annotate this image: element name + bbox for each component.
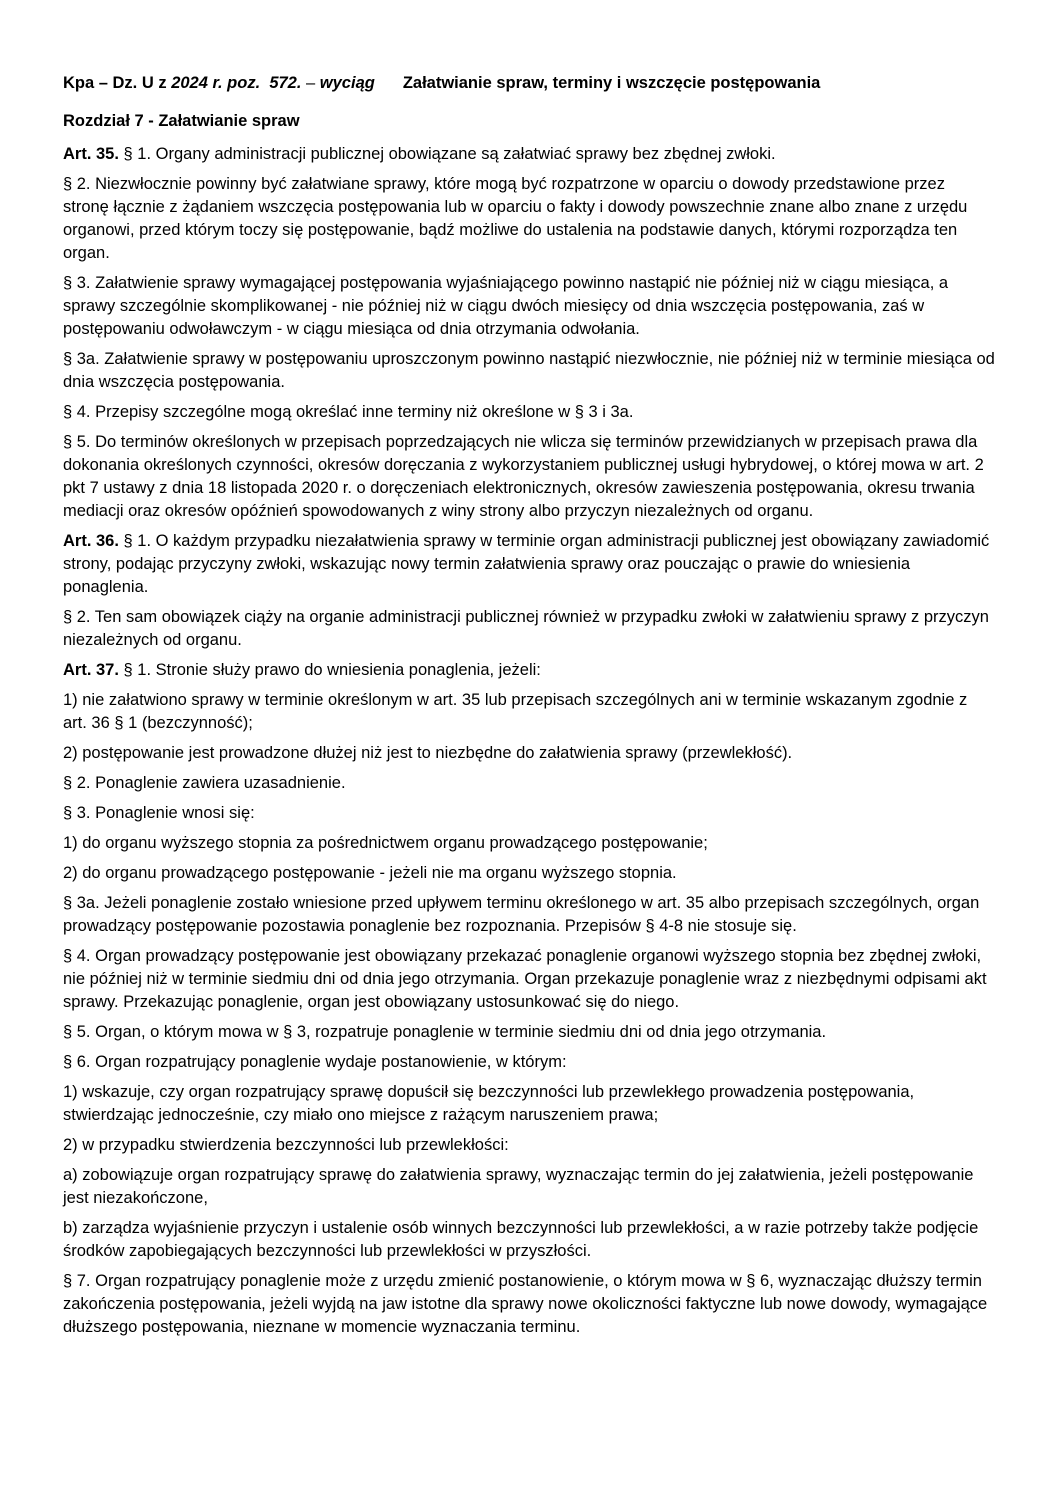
paragraph: § 3. Ponaglenie wnosi się: [63, 804, 255, 822]
document-header [63, 72, 995, 95]
paragraph: Art. 35. § 1. Organy administracji publicznej obowiązane są załatwiać sprawy bez zbędnej zwłoki. [63, 145, 776, 163]
paragraph: 2) w przypadku stwierdzenia bezczynności lub przewlekłości: [63, 1136, 509, 1154]
paragraph: § 5. Organ, o którym mowa w § 3, rozpatruje ponaglenie w terminie siedmiu dni od dnia jego otrzymania. [63, 1023, 827, 1041]
article-number: Art. 36. [63, 532, 119, 550]
paragraph: § 5. Do terminów określonych w przepisach poprzedzających nie wlicza się terminów przewidzianych w przepisach prawa dla dokonania określonych czynności, okresów doręczania z wykorzystaniem publicznej usługi hybrydowej, o której mowa w art. 2 pkt 7 ustawy z dnia 18 listopada 2020 r. o doręczeniach elektronicznych, okresów zawieszenia postępowania, okresu trwania mediacji oraz okresów opóźnień spowodowanych z winy strony albo przyczyn niezależnych od organu. [63, 433, 984, 520]
paragraph: § 7. Organ rozpatrujący ponaglenie może z urzędu zmienić postanowienie, o którym mowa w § 6, wyznaczając dłuższy termin zakończenia postępowania, jeżeli wyjdą na jaw istotne dla sprawy nowe okoliczności faktyczne lub nowe dowody, wymagające dłuższego postępowania, nieznane w momencie wyznaczania terminu. [63, 1272, 988, 1336]
header-segment: Kpa – Dz. U z [63, 74, 172, 92]
header-segment: Załatwianie spraw, terminy i wszczęcie postępowania [402, 74, 821, 92]
paragraph: § 2. Ten sam obowiązek ciąży na organie administracji publicznej również w przypadku zwłoki w załatwieniu sprawy z przyczyn niezależnych od organu. [63, 608, 989, 649]
paragraph: a) zobowiązuje organ rozpatrujący sprawę do załatwienia sprawy, wyznaczając termin do jej załatwienia, jeżeli postępowanie jest niezakończone, [63, 1166, 974, 1207]
paragraph: § 4. Organ prowadzący postępowanie jest obowiązany przekazać ponaglenie organowi wyższego stopnia bez zbędnej zwłoki, nie później niż w terminie siedmiu dni od dnia jego otrzymania. Organ przekazuje ponaglenie wraz z niezbędnymi odpisami akt sprawy. Przekazując ponaglenie, organ jest obowiązany ustosunkować się do niego. [63, 947, 987, 1011]
paragraph: Art. 37. § 1. Stronie służy prawo do wniesienia ponaglenia, jeżeli: [63, 661, 541, 679]
header-segment: – [301, 74, 320, 92]
paragraph: § 2. Ponaglenie zawiera uzasadnienie. [63, 774, 346, 792]
article-number: Art. 37. [63, 661, 119, 679]
paragraph: 1) wskazuje, czy organ rozpatrujący sprawę dopuścił się bezczynności lub przewlekłego prowadzenia postępowania, stwierdzając jednocześnie, czy miało ono miejsce z rażącym naruszeniem prawa; [63, 1083, 915, 1124]
paragraph: § 2. Niezwłocznie powinny być załatwiane sprawy, które mogą być rozpatrzone w oparciu o dowody przedstawione przez stronę łącznie z żądaniem wszczęcia postępowania lub w oparciu o fakty i dowody powszechnie znane albo znane z urzędu organowi, przed którym toczy się postępowanie, bądź możliwe do ustalenia na podstawie danych, którymi rozporządza ten organ. [63, 175, 968, 262]
paragraph: 1) nie załatwiono sprawy w terminie określonym w art. 35 lub przepisach szczególnych ani w terminie wskazanym zgodnie z art. 36 § 1 (bezczynność); [63, 691, 968, 732]
paragraph: Art. 36. § 1. O każdym przypadku niezałatwienia sprawy w terminie organ administracji publicznej jest obowiązany zawiadomić strony, podając przyczyny zwłoki, wskazując nowy termin załatwienia sprawy oraz pouczając o prawie do wniesienia ponaglenia. [63, 532, 990, 596]
header-segment: wyciąg [319, 74, 375, 92]
paragraph: 2) postępowanie jest prowadzone dłużej niż jest to niezbędne do załatwienia sprawy (przewlekłość). [63, 744, 793, 762]
article-number: Art. 35. [63, 145, 119, 163]
document-body [63, 143, 995, 1339]
paragraph: b) zarządza wyjaśnienie przyczyn i ustalenie osób winnych bezczynności lub przewlekłości, a w razie potrzeby także podjęcie środków zapobiegających bezczynności lub przewlekłości w przyszłości. [63, 1219, 979, 1260]
header-segment: 2024 r. poz. 572. [171, 74, 302, 92]
paragraph: § 4. Przepisy szczególne mogą określać inne terminy niż określone w § 3 i 3a. [63, 403, 634, 421]
paragraph: § 3a. Załatwienie sprawy w postępowaniu uproszczonym powinno nastąpić niezwłocznie, nie później niż w terminie miesiąca od dnia wszczęcia postępowania. [63, 350, 995, 391]
paragraph: § 6. Organ rozpatrujący ponaglenie wydaje postanowienie, w którym: [63, 1053, 567, 1071]
paragraph: § 3. Załatwienie sprawy wymagającej postępowania wyjaśniającego powinno nastąpić nie później niż w ciągu miesiąca, a sprawy szczególnie skomplikowanej - nie później niż w ciągu dwóch miesięcy od dnia wszczęcia postępowania, zaś w postępowaniu odwoławczym - w ciągu miesiąca od dnia otrzymania odwołania. [63, 274, 949, 338]
chapter-heading: Rozdział 7 - Załatwianie spraw [63, 112, 300, 130]
paragraph: § 3a. Jeżeli ponaglenie zostało wniesione przed upływem terminu określonego w art. 35 albo przepisach szczególnych, organ prowadzący postępowanie pozostawia ponaglenie bez rozpoznania. Przepisów § 4-8 nie stosuje się. [63, 894, 980, 935]
paragraph: 2) do organu prowadzącego postępowanie - jeżeli nie ma organu wyższego stopnia. [63, 864, 677, 882]
paragraph: 1) do organu wyższego stopnia za pośrednictwem organu prowadzącego postępowanie; [63, 834, 708, 852]
